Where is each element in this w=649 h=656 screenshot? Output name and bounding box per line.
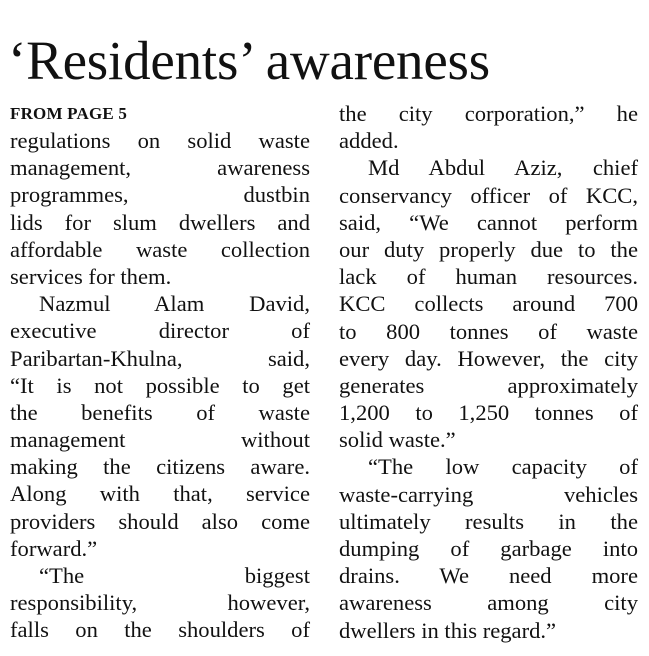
text-line: executive director of	[10, 318, 310, 344]
text-line: management, awareness	[10, 155, 310, 181]
text-line: lids for slum dwellers and	[10, 209, 310, 235]
text-line: every day. However, the city	[339, 345, 638, 371]
text-line: lack of human resources.	[339, 264, 638, 290]
text-line: the benefits of waste	[10, 399, 310, 425]
text-line: Nazmul Alam David,	[39, 291, 310, 317]
left-column-body	[10, 127, 310, 644]
text-line: “The low capacity of	[368, 454, 638, 480]
text-line: 1,200 to 1,250 tonnes of	[339, 400, 638, 426]
text-line: solid waste.”	[339, 427, 456, 453]
text-line: programmes, dustbin	[10, 182, 310, 208]
text-line: services for them.	[10, 263, 172, 289]
text-line: making the citizens aware.	[10, 454, 310, 480]
headline: ‘Residents’ awareness	[8, 30, 490, 91]
text-line: management without	[10, 427, 310, 453]
right-column-body	[339, 100, 638, 644]
text-line: drains. We need more	[339, 563, 638, 589]
text-line: dumping of garbage into	[339, 536, 638, 561]
text-line: Paribartan-Khulna, said,	[10, 345, 310, 371]
text-line: dwellers in this regard.”	[339, 617, 557, 643]
text-line: the city corporation,” he	[339, 101, 638, 126]
text-line: generates approximately	[339, 372, 638, 398]
text-line: KCC collects around 700	[339, 291, 638, 317]
right-column	[339, 100, 638, 644]
text-line: responsibility, however,	[10, 590, 310, 616]
text-line: conservancy officer of KCC,	[339, 182, 638, 208]
text-line: Along with that, service	[10, 481, 310, 507]
text-line: forward.”	[10, 535, 98, 561]
text-line: to 800 tonnes of waste	[339, 318, 638, 344]
text-line: falls on the shoulders of	[10, 617, 310, 643]
text-line: said, “We cannot perform	[339, 209, 638, 235]
text-line: ultimately results in the	[339, 508, 638, 534]
text-line: added.	[339, 128, 399, 154]
left-column	[10, 100, 310, 644]
text-line: providers should also come	[10, 508, 310, 534]
text-line: our duty properly due to the	[339, 236, 638, 262]
text-line: regulations on solid waste	[10, 128, 310, 153]
text-line: “The biggest	[39, 563, 310, 588]
dateline: FROM PAGE 5	[10, 104, 128, 123]
text-line: awareness among city	[339, 590, 638, 616]
text-line: Md Abdul Aziz, chief	[368, 155, 638, 181]
text-line: “It is not possible to get	[10, 372, 310, 398]
text-line: waste-carrying vehicles	[339, 481, 638, 507]
text-line: affordable waste collection	[10, 236, 310, 262]
